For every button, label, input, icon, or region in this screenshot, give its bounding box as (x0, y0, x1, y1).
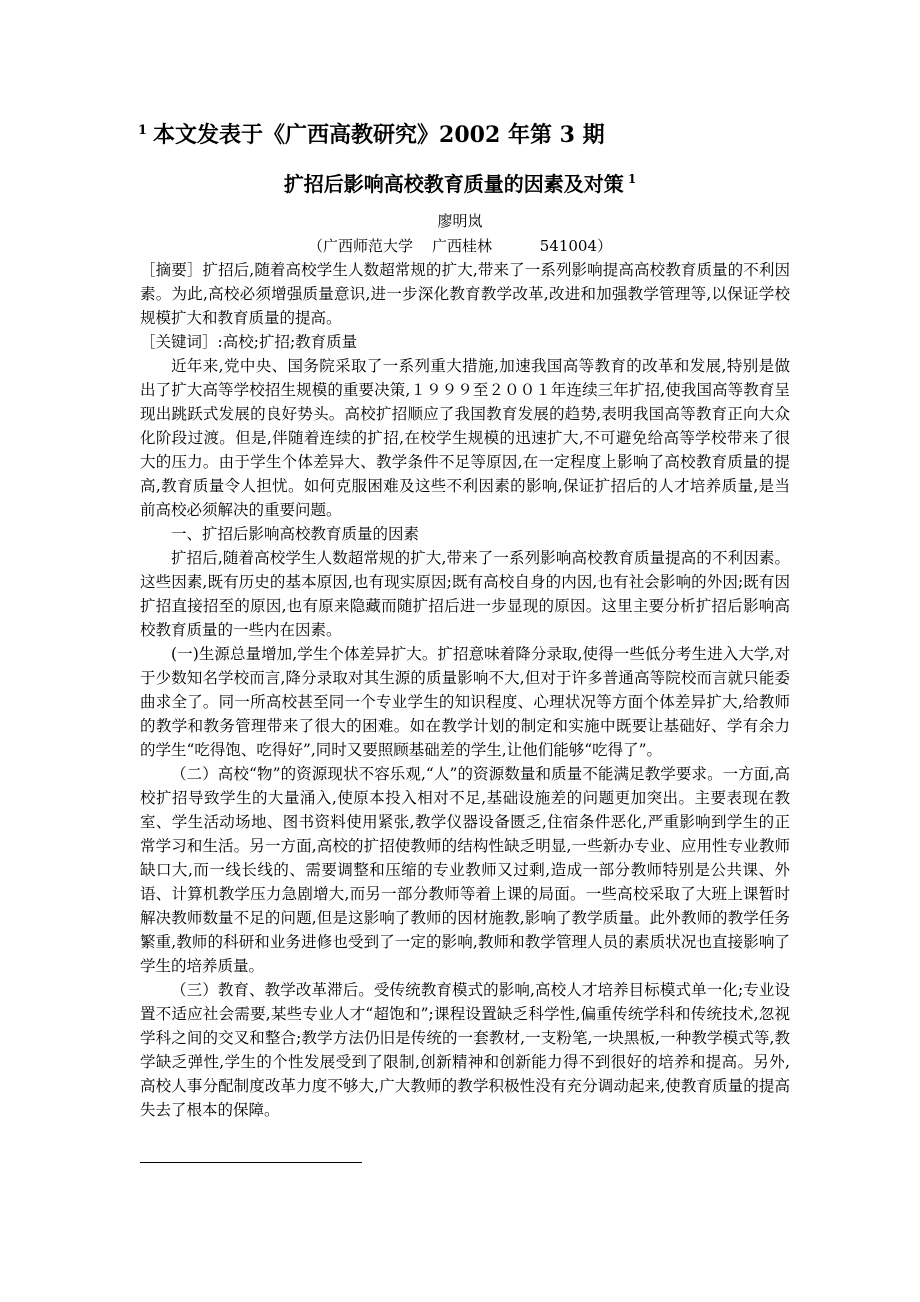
keywords-text: :高校;扩招;教育质量 (217, 333, 358, 351)
section-heading-1: 一、扩招后影响高校教育质量的因素 (171, 525, 420, 543)
subsection-1-paragraph: (一)生源总量增加,学生个体差异扩大。扩招意味着降分录取,使得一些低分考生进入大学,对于少数知名学校而言,降分录取对其生源的质量影响不大,但对于许多普通高等院校而言就只能委曲求全了。同一所高校甚至同一个专业学生的知识程度、心理状况等方面个体差异扩大,给教师的教学和教务管理带来了很大的困难。如在教学计划的制定和实施中既要让基础好、学有余力的学生“吃得饱、吃得好”,同时又要照顾基础差的学生,让他们能够“吃得了”。 (140, 645, 790, 759)
subsection-2-paragraph: （二）高校“物”的资源现状不容乐观,“人”的资源数量和质量不能满足教学要求。一方面,高校扩招导致学生的大量涌入,使原本投入相对不足,基础设施差的问题更加突出。主要表现在教室、学生活动场地、图书资料使用紧张,教学仪器设备匮乏,住宿条件恶化,严重影响到学生的正常学习和生活。另一方面,高校的扩招使教师的结构性缺乏明显,一些新办专业、应用性专业教师缺口大,而一线长线的、需要调整和压缩的专业教师又过剩,造成一部分教师特别是公共课、外语、计算机教学压力急剧增大,而另一部分教师等着上课的局面。一些高校采取了大班上课暂时解决教师数量不足的问题,但是这影响了教师的因材施教,影响了教学质量。此外教师的教学任务繁重,教师的科研和业务进修也受到了一定的影响,教师和教学管理人员的素质状况也直接影响了学生的培养质量。 (140, 765, 790, 975)
paper-title (0, 168, 920, 197)
intro-paragraph: 近年来,党中央、国务院采取了一系列重大措施,加速我国高等教育的改革和发展,特别是做出了扩大高等学校招生规模的重要决策,１９９９至２００１年连续三年扩招,使我国高等教育呈现出跳跃式发展的良好势头。高校扩招顺应了我国教育发展的趋势,表明我国高等教育正向大众化阶段过渡。但是,伴随着连续的扩招,在校学生规模的迅速扩大,不可避免给高等学校带来了很大的压力。由于学生个体差异大、教学条件不足等原因,在一定程度上影响了高校教育质量的提高,教育质量令人担忧。如何克服困难及这些不利因素的影响,保证扩招后的人才培养质量,是当前高校必须解决的重要问题。 (140, 357, 790, 519)
publication-note (138, 118, 605, 149)
keywords-label: ［关键词］ (140, 333, 218, 351)
subsection-3-paragraph: （三）教育、教学改革滞后。受传统教育模式的影响,高校人才培养目标模式单一化;专业设置不适应社会需要,某些专业人才“超饱和”;课程设置缺乏科学性,偏重传统学科和传统技术,忽视学科之间的交叉和整合;教学方法仍旧是传统的一套教材,一支粉笔,一块黑板,一种教学模式等,教学缺乏弹性,学生的个性发展受到了限制,创新精神和创新能力得不到很好的培养和提高。另外,高校人事分配制度改革力度不够大,广大教师的教学积极性没有充分调动起来,使教育质量的提高失去了根本的保障。 (140, 981, 790, 1119)
publication-note-text: 本文发表于《广西高教研究》2002 年第 3 期 (153, 122, 605, 148)
abstract-label: ［摘要］ (140, 261, 203, 279)
author-affiliation: （广西师范大学 广西桂林 541004） (307, 237, 612, 255)
keywords (140, 330, 790, 354)
abstract (140, 258, 790, 330)
title-footnote-marker: 1 (627, 172, 637, 187)
paper-body (140, 258, 790, 1122)
author-name: 廖明岚 (437, 212, 483, 230)
publication-note-marker: 1 (138, 122, 148, 138)
footnote-separator (140, 1162, 362, 1163)
paper-title-text: 扩招后影响高校教育质量的因素及对策 (283, 172, 624, 196)
abstract-text: 扩招后,随着高校学生人数超常规的扩大,带来了一系列影响提高高校教育质量的不利因素。为此,高校必须增强质量意识,进一步深化教育教学改革,改进和加强教学管理等,以保证学校规模扩大和教育质量的提高。 (140, 261, 790, 327)
section-1-paragraph: 扩招后,随着高校学生人数超常规的扩大,带来了一系列影响高校教育质量提高的不利因素。这些因素,既有历史的基本原因,也有现实原因;既有高校自身的内因,也有社会影响的外因;既有因扩招直接招至的原因,也有原来隐藏而随扩招后进一步显现的原因。这里主要分析扩招后影响高校教育质量的一些内在因素。 (140, 549, 790, 639)
